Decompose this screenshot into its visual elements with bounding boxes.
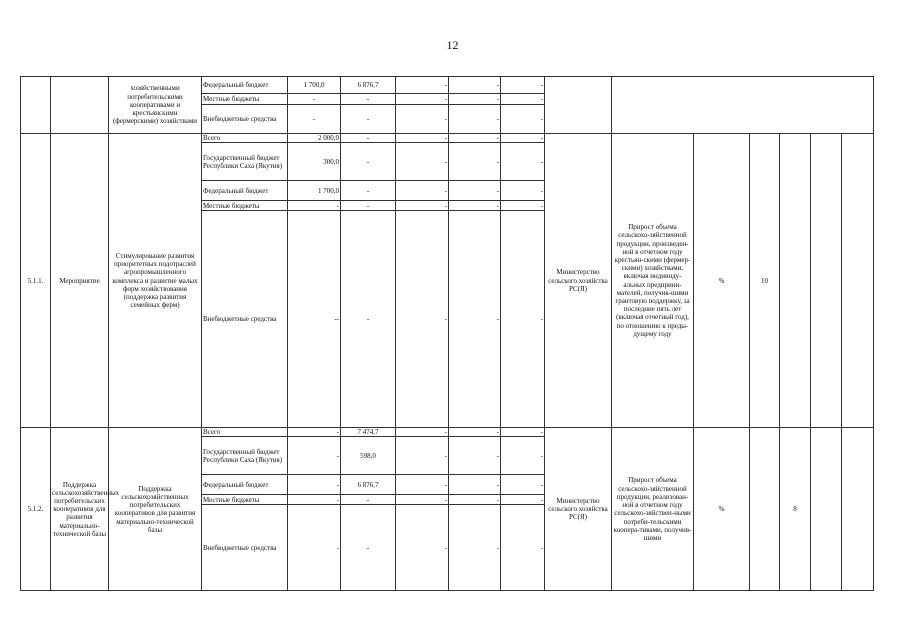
amount-cell: - xyxy=(501,77,545,94)
indicator-value: 10 xyxy=(750,134,780,428)
indicator-value: 8 xyxy=(780,428,811,591)
amount-cell: - xyxy=(288,105,341,134)
amount-cell: - xyxy=(341,143,396,181)
amount-cell: 6 876,7 xyxy=(341,77,396,94)
cell-empty xyxy=(51,77,109,134)
amount-cell: - xyxy=(341,105,396,134)
funding-source: Государственный бюджет Республики Саха (Якутия) xyxy=(202,143,288,181)
funding-source: Внебюджетные средства xyxy=(202,505,288,591)
amount-cell: - xyxy=(341,94,396,105)
amount-cell: - xyxy=(396,428,449,437)
event-name-cell: Поддержка сельскохозяйственных потребительских кооперативов для развития материально-технической базы xyxy=(109,428,202,591)
amount-cell: - xyxy=(341,211,396,428)
amount-cell: - xyxy=(449,134,501,143)
unit-cell: % xyxy=(694,428,750,591)
amount-cell: - xyxy=(449,143,501,181)
funding-source: Местные бюджеты xyxy=(202,495,288,505)
executor-cell: Министерство сельского хозяйства РС(Я) xyxy=(545,134,612,428)
amount-cell: - xyxy=(341,505,396,591)
amount-cell: - xyxy=(449,475,501,495)
amount-cell: 2 000,0 xyxy=(288,134,341,143)
funding-source: Местные бюджеты xyxy=(202,94,288,105)
row-type: Поддержка сельскохозяйственных потребительских кооперативов для развития материально-технической базы xyxy=(51,428,109,591)
amount-cell: 6 876,7 xyxy=(341,475,396,495)
amount-cell: - xyxy=(341,181,396,201)
event-name-cell: Стимулирование развития приоритетных подотраслей агропромышленного комплекса и развитие малых форм хозяйствования (поддержка развития семейных ферм) xyxy=(109,134,202,428)
row-type: Мероприятие xyxy=(51,134,109,428)
cell-empty xyxy=(612,77,874,134)
amount-cell: - xyxy=(501,428,545,437)
amount-cell: - xyxy=(449,211,501,428)
indicator-cell: Прирост объема сельскохо-зяйственной продукции, реализован-ной в отчетном году сельскохо-зяйствен-ными потреби-тельскими коопера-тивами, получив-шими xyxy=(612,428,694,591)
amount-cell: - xyxy=(449,428,501,437)
amount-cell: - xyxy=(288,505,341,591)
amount-cell: - xyxy=(288,94,341,105)
amount-cell: - xyxy=(501,105,545,134)
amount-cell: - xyxy=(396,94,449,105)
executor-cell: Министерство сельского хозяйства РС(Я) xyxy=(545,428,612,591)
amount-cell: - xyxy=(449,505,501,591)
amount-cell: - xyxy=(501,437,545,475)
amount-cell: - xyxy=(288,495,341,505)
amount-cell: - xyxy=(501,94,545,105)
cell-empty xyxy=(545,77,612,134)
amount-cell: - xyxy=(396,143,449,181)
amount-cell: - xyxy=(449,77,501,94)
cell-empty xyxy=(842,428,874,591)
amount-cell: - xyxy=(288,428,341,437)
amount-cell: - xyxy=(396,105,449,134)
amount-cell: 598,0 xyxy=(341,437,396,475)
amount-cell: - xyxy=(341,134,396,143)
unit-cell: % xyxy=(694,134,750,428)
amount-cell: - xyxy=(449,181,501,201)
amount-cell: 1 700,0 xyxy=(288,181,341,201)
amount-cell: - xyxy=(501,181,545,201)
amount-cell: - xyxy=(501,475,545,495)
funding-source: Внебюджетные средства xyxy=(202,211,288,428)
program-table xyxy=(20,76,874,591)
amount-cell: - xyxy=(449,495,501,505)
page-number: 12 xyxy=(446,38,459,52)
funding-source: Внебюджетные средства xyxy=(202,105,288,134)
funding-source: Государственный бюджет Республики Саха (Якутия) xyxy=(202,437,288,475)
funding-source: Федеральный бюджет xyxy=(202,475,288,495)
amount-cell: - xyxy=(396,181,449,201)
amount-cell: - xyxy=(501,201,545,211)
table-row xyxy=(21,134,874,143)
event-name-cell: хозяйственными потребительскими кооперативами и крестьянскими (фермерскими) хозяйствами xyxy=(109,77,202,134)
amount-cell: - xyxy=(449,94,501,105)
amount-cell: - xyxy=(501,134,545,143)
cell-empty xyxy=(780,134,811,428)
funding-source: Всего xyxy=(202,134,288,143)
amount-cell: - xyxy=(288,475,341,495)
amount-cell: - xyxy=(501,505,545,591)
funding-source: Местные бюджеты xyxy=(202,201,288,211)
amount-cell: - xyxy=(449,201,501,211)
amount-cell: - xyxy=(396,505,449,591)
cell-empty xyxy=(842,134,874,428)
amount-cell: - xyxy=(288,201,341,211)
amount-cell: - xyxy=(396,211,449,428)
funding-source: Всего xyxy=(202,428,288,437)
amount-cell: - xyxy=(396,201,449,211)
row-number: 5.1.1. xyxy=(21,134,51,428)
amount-cell: - xyxy=(501,495,545,505)
amount-cell: - xyxy=(396,437,449,475)
row-number: 5.1.2. xyxy=(21,428,51,591)
cell-empty xyxy=(811,134,842,428)
amount-cell: - xyxy=(396,495,449,505)
table-row xyxy=(21,77,874,94)
table-row xyxy=(21,428,874,437)
amount-cell: - xyxy=(288,437,341,475)
amount-cell: 7 474,7 xyxy=(341,428,396,437)
amount-cell: - xyxy=(501,143,545,181)
amount-cell: - xyxy=(341,201,396,211)
amount-cell: 300,0 xyxy=(288,143,341,181)
amount-cell: - xyxy=(341,495,396,505)
cell-empty xyxy=(21,77,51,134)
amount-cell: -- xyxy=(288,211,341,428)
amount-cell: - xyxy=(396,77,449,94)
amount-cell: - xyxy=(501,211,545,428)
amount-cell: - xyxy=(396,134,449,143)
amount-cell: - xyxy=(449,437,501,475)
funding-source: Федеральный бюджет xyxy=(202,181,288,201)
amount-cell: - xyxy=(396,475,449,495)
cell-empty xyxy=(811,428,842,591)
funding-source: Федеральный бюджет xyxy=(202,77,288,94)
indicator-cell: Прирост объема сельскохо-зяйственной продукции, произведен-ной в отчетном году крестьян-скими (фермер-скими) хозяйствами, включая индивиду-альных предприни-мателей, получив-шими грантовую поддержку, за последние пять лет (включая отчетный год), по отношению к преды-дущему году xyxy=(612,134,694,428)
amount-cell: - xyxy=(449,105,501,134)
amount-cell: 1 700,0 xyxy=(288,77,341,94)
cell-empty xyxy=(750,428,780,591)
